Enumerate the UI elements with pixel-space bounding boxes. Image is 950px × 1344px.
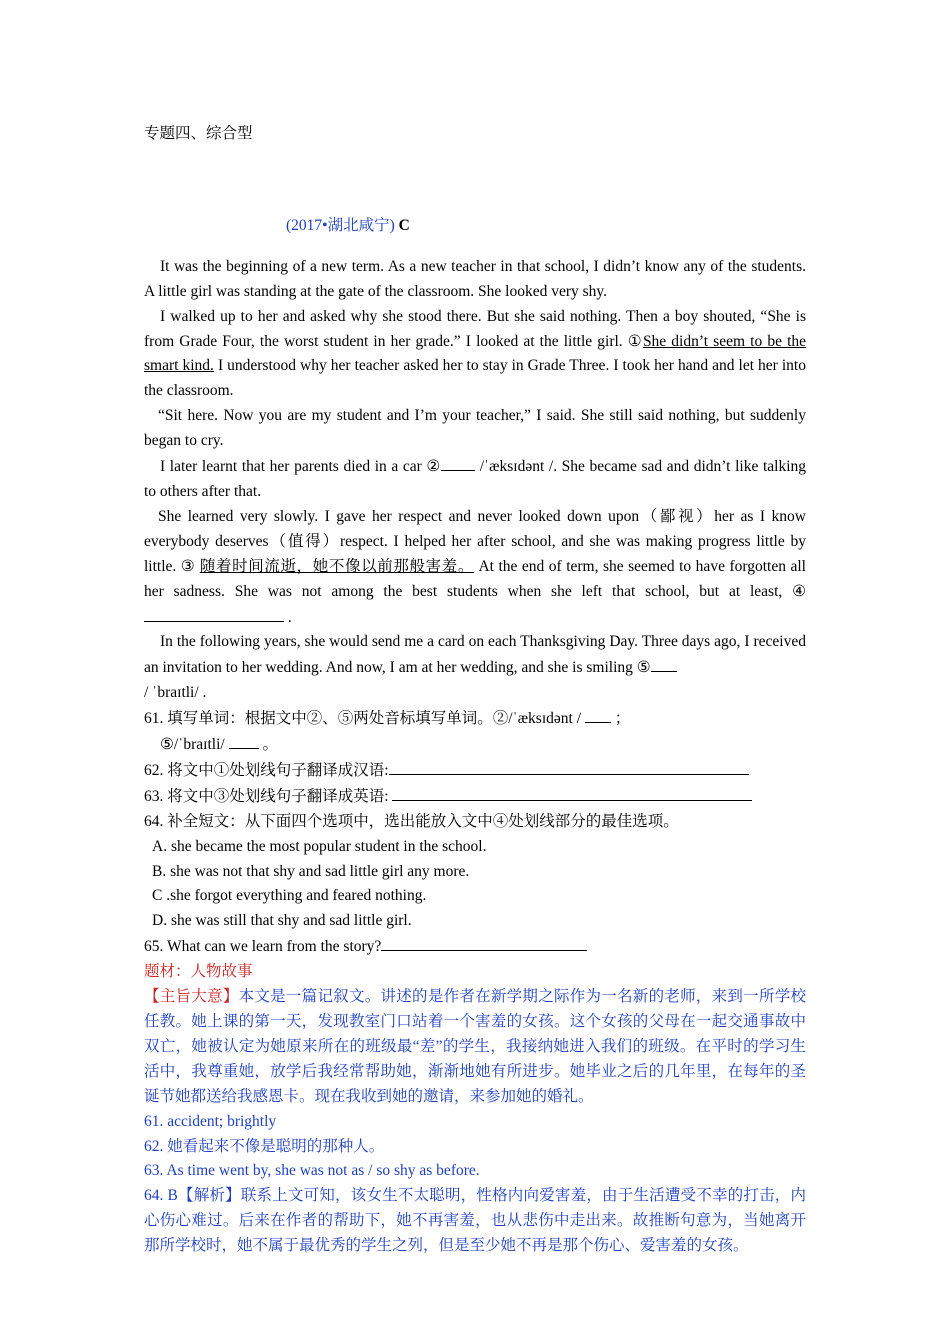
p4-phonetic: /ˈæksɪdənt /. She became sad and didn’t like talking to others after that. xyxy=(144,458,806,500)
blank-4[interactable] xyxy=(144,605,284,622)
p6-text: In the following years, she would send me a card on each Thanksgiving Day. Three days ago, I received an invitation to her wedding. And now, I am at her wedding, and she is smiling ⑤ xyxy=(144,633,806,677)
question-61-part2 xyxy=(160,732,806,758)
answer-63: 63. As time went by, she was not as / so shy as before. xyxy=(144,1162,480,1180)
paragraph-2 xyxy=(144,305,806,405)
main-idea xyxy=(144,985,806,1110)
passage-source xyxy=(286,214,806,239)
p2-text-after: I understood why her teacher asked her to stay in Grade Three. I took her hand and let her into the classroom. xyxy=(144,357,806,400)
paragraph-4 xyxy=(144,454,806,505)
main-idea-text: 本文是一篇记叙文。讲述的是作者在新学期之际作为一名新的老师，来到一所学校任教。她上课的第一天，发现教室门口站着一个害羞的女孩。这个女孩的父母在一起交通事故中双亡，她被认定为她原来所在的班级最“差”的学生，我接纳她进入我们的班级。在平时的学习生活中，我尊重她，放学后我经常帮助她，渐渐地她有所进步。她毕业之后的几年里，在每年的圣诞节她都送给我感恩卡。现在我收到她的邀请，来参加她的婚礼。 xyxy=(144,988,806,1105)
blank-2[interactable] xyxy=(441,454,475,471)
paragraph-1: It was the beginning of a new term. As a new teacher in that school, I didn’t know any of the students. A little girl was standing at the gate of the classroom. She looked very shy. xyxy=(144,257,806,300)
spacer xyxy=(144,147,806,199)
q63-text: 63. 将文中③处划线句子翻译成英语: xyxy=(144,787,389,805)
option-b[interactable]: B. she was not that shy and sad little girl any more. xyxy=(152,862,470,880)
blank-5[interactable] xyxy=(651,655,677,672)
paragraph-6 xyxy=(144,630,806,706)
answer-blank-62[interactable] xyxy=(389,758,749,775)
answer-blank-63[interactable] xyxy=(392,784,752,801)
answer-blank-61b[interactable] xyxy=(229,732,259,749)
source-prefix: (2017•湖北咸宁) xyxy=(286,217,395,235)
p5-text-end: . xyxy=(284,608,292,626)
page-heading: 专题四、综合型 xyxy=(144,125,253,142)
a64-text: 联系上文可知，该女生不太聪明，性格内向爱害羞，由于生活遭受不幸的打击，内心伤心难过。后来在作者的帮助下，她不再害羞，也从悲伤中走出来。故推断句意为，当她离开那所学校时，她不属于最优秀的学生之列，但是至少她不再是那个伤心、爱害羞的女孩。 xyxy=(144,1187,806,1255)
q61-sep: ； xyxy=(614,710,631,728)
q61-end: 。 xyxy=(262,736,278,754)
p5-text-mid: At the end of term, she seemed to have forgotten all her sadness. She was not among the best students when she left that school, but at least, ④ xyxy=(144,557,806,600)
p4-text: I later learnt that her parents died in a car ② xyxy=(160,458,442,476)
p5-text: She learned very slowly. I gave her respect and never looked down upon（鄙视）her as I know everybody deserves（值得）respect. I helped her after school, and she was making progress little by little. ③ xyxy=(144,507,806,575)
answer-61: 61. accident; brightly xyxy=(144,1112,277,1130)
question-64: 64. 补全短文：从下面四个选项中，选出能放入文中④处划线部分的最佳选项。 xyxy=(144,812,679,830)
option-c[interactable]: C .she forgot everything and feared nothing. xyxy=(152,887,427,905)
answer-blank-61a[interactable] xyxy=(585,706,611,723)
question-63 xyxy=(144,784,806,810)
question-65 xyxy=(144,934,806,960)
answer-64 xyxy=(144,1184,806,1259)
paragraph-5 xyxy=(144,505,806,631)
q61-text-2: ⑤/ˈbraɪtli/ xyxy=(160,736,225,754)
question-62 xyxy=(144,758,806,784)
option-a[interactable]: A. she became the most popular student in the school. xyxy=(152,837,487,855)
main-idea-tag: 【主旨大意】 xyxy=(144,988,239,1006)
q61-text: 61. 填写单词：根据文中②、⑤两处音标填写单词。②/ˈæksɪdənt / xyxy=(144,710,582,728)
underlined-sentence-3: 随着时间流逝，她不像以前那般害羞。 xyxy=(199,557,474,575)
question-61 xyxy=(144,706,806,732)
p6-phonetic: / ˈbraɪtli/ . xyxy=(144,684,207,702)
p2-text: I walked up to her and asked why she stood there. But she said nothing. Then a boy shouted, “She is from Grade Four, the worst student in her grade.” I looked at the little girl. ① xyxy=(144,307,806,350)
a64-head: 64. B【解析】 xyxy=(144,1187,241,1205)
topic-label: 题材：人物故事 xyxy=(144,963,253,981)
answer-blank-65[interactable] xyxy=(381,934,587,951)
option-d[interactable]: D. she was still that shy and sad little girl. xyxy=(152,912,412,930)
paragraph-3: “Sit here. Now you are my student and I’m your teacher,” I said. She still said nothing, but suddenly began to cry. xyxy=(144,407,806,450)
source-letter: C xyxy=(398,217,410,235)
q62-text: 62. 将文中①处划线句子翻译成汉语: xyxy=(144,761,389,779)
underlined-sentence-1: She didn’t seem to be the smart kind. xyxy=(144,332,807,375)
q65-text: 65. What can we learn from the story? xyxy=(144,938,382,956)
document-page xyxy=(144,122,806,1259)
answer-62: 62. 她看起来不像是聪明的那种人。 xyxy=(144,1137,385,1155)
